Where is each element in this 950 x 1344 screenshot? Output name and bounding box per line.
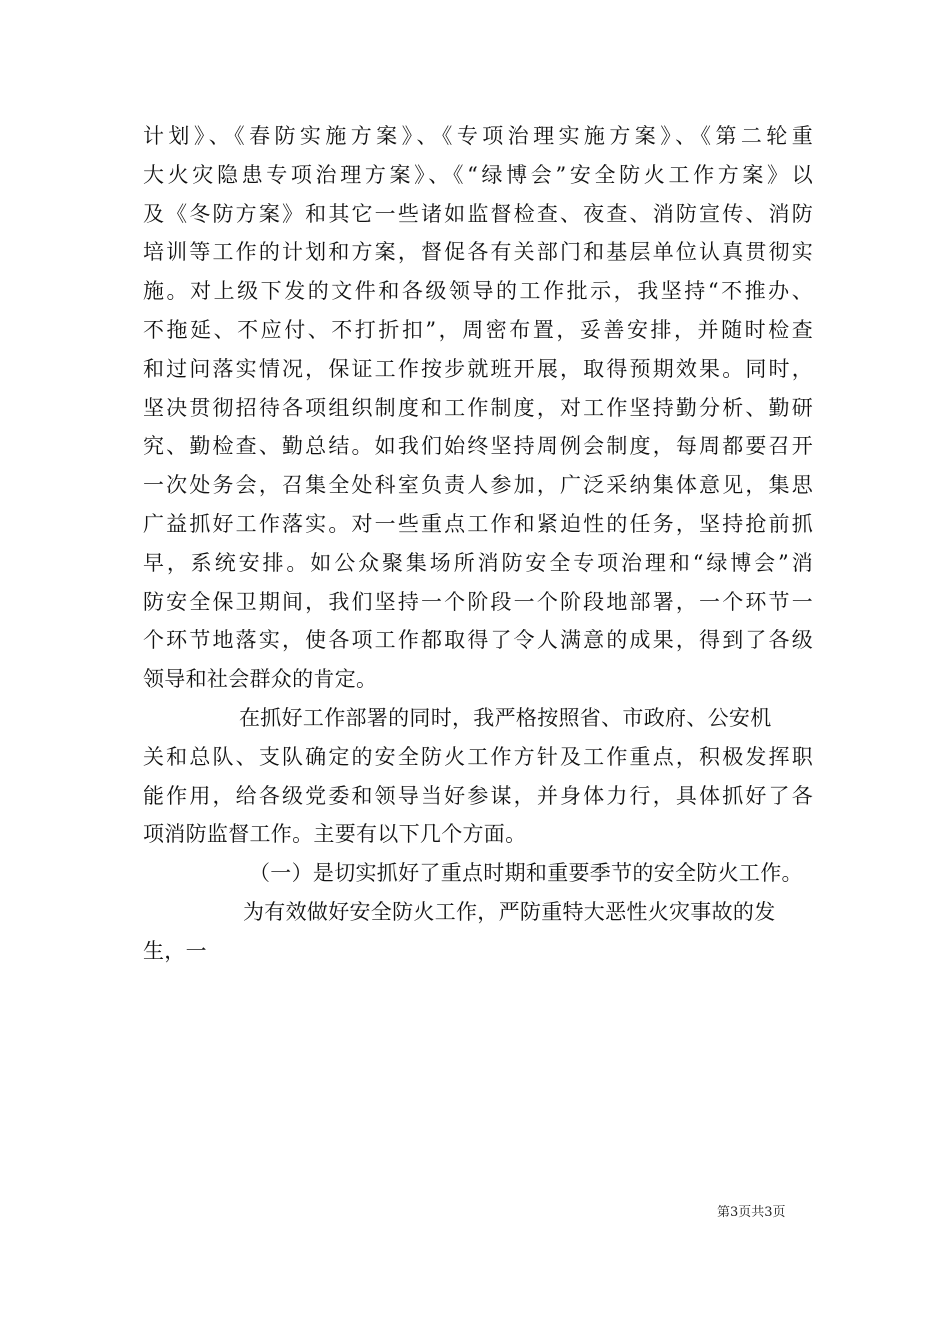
text-line: 坚决贯彻招待各项组织制度和工作制度，对工作坚持勤分析、勤研 — [143, 395, 813, 420]
text-line: 防安全保卫期间，我们坚持一个阶段一个阶段地部署，一个环节一 — [143, 589, 813, 614]
text-line: 及《冬防方案》和其它一些诸如监督检查、夜查、消防宣传、消防 — [143, 201, 813, 226]
text-line: 早，系统安排。如公众聚集场所消防安全专项治理和“绿博会”消 — [143, 550, 813, 575]
text-line: 一次处务会，召集全处科室负责人参加，广泛采纳集体意见，集思 — [143, 473, 813, 498]
page-number-footer: 第3页共3页 — [717, 1205, 786, 1220]
text-line: 究、勤检查、勤总结。如我们始终坚持周例会制度，每周都要召开 — [143, 434, 813, 459]
text-line: 不拖延、不应付、不打折扣”，周密布置，妥善安排，并随时检查 — [143, 317, 813, 342]
text-line: 广益抓好工作落实。对一些重点工作和紧迫性的任务，坚持抢前抓 — [143, 511, 813, 536]
text-line: 施。对上级下发的文件和各级领导的工作批示，我坚持“不推办、 — [143, 279, 813, 304]
text-line: 项消防监督工作。主要有以下几个方面。 — [143, 822, 527, 847]
text-line: 大火灾隐患专项治理方案》、《“绿博会”安全防火工作方案》以 — [143, 162, 813, 187]
paragraph-first-line: 为有效做好安全防火工作，严防重特大恶性火灾事故的发 — [243, 899, 776, 924]
text-line: 计划》、《春防实施方案》、《专项治理实施方案》、《第二轮重 — [143, 124, 813, 148]
text-line: 个环节地落实，使各项工作都取得了令人满意的成果，得到了各级 — [143, 628, 813, 653]
text-line: 和过问落实情况，保证工作按步就班开展，取得预期效果。同时， — [143, 356, 813, 381]
text-line: 领导和社会群众的肯定。 — [143, 667, 378, 692]
text-line: 生，一 — [143, 938, 207, 963]
text-line: 培训等工作的计划和方案，督促各有关部门和基层单位认真贯彻实 — [143, 240, 813, 265]
paragraph-first-line: 在抓好工作部署的同时，我严格按照省、市政府、公安机 — [239, 705, 772, 730]
text-line: 关和总队、支队确定的安全防火工作方针及工作重点，积极发挥职 — [143, 744, 813, 769]
text-line: 能作用，给各级党委和领导当好参谋，并身体力行，具体抓好了各 — [143, 783, 813, 808]
section-heading: （一）是切实抓好了重点时期和重要季节的安全防火工作。 — [249, 861, 803, 886]
body-text — [143, 117, 813, 971]
